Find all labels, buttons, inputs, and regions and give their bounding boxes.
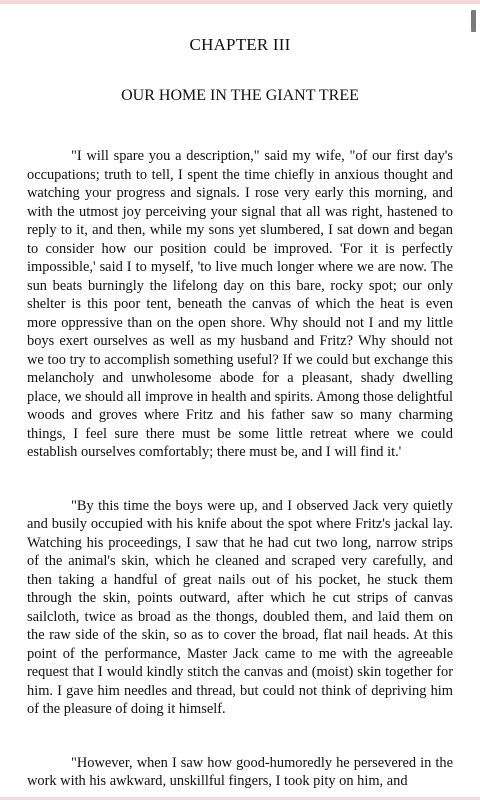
top-edge-divider (0, 0, 480, 4)
paragraph: "However, when I saw how good-humoredly he persevered in the work with his awkward, unskillful fingers, I took pity on him, and (27, 754, 453, 789)
chapter-heading: CHAPTER III (189, 35, 291, 54)
chapter-title: OUR HOME IN THE GIANT TREE (121, 87, 359, 104)
paragraph: "I will spare you a description," said my wife, "of our first day's occupations; truth to tell, I spent the time chiefly in anxious thought and watching your progress and signals. I rose very early this morning, and with the utmost joy perceiving your signal that all was right, hastened to reply to it, and then, while my sons yet slumbered, I sat down and began to consider how our position could be improved. 'For it is perfectly impossible,' said I to myself, 'to live much longer where we are now. The sun beats burningly the lifelong day on this bare, rocky spot; our only shelter is this poor tent, beneath the canvas of which the heat is even more oppressive than on the open shore. Why should not I and my little boys exert ourselves as well as my husband and Fritz? Why should not we too try to accomplish something useful? If we could but exchange this melancholy and unwholesome abode for a pleasant, shady dwelling place, we should all improve in health and spirits. Among those delightful woods and groves where Fritz and his father saw so many charming things, I feel sure there must be some little retreat where we could establish ourselves comfortably; there must be, and I will find it.' (27, 148, 453, 460)
scrollbar-thumb[interactable] (471, 10, 476, 32)
chapter-body (27, 147, 453, 800)
paragraph: "By this time the boys were up, and I observed Jack very quietly and busily occupied with his knife about the spot where Fritz's jackal lay. Watching his proceedings, I saw that he had cut two long, narrow strips of the animal's skin, which he cleaned and scraped very carefully, and then taking a handful of great nails out of his pocket, he stuck them through the skin, points outward, after which he cut strips of canvas sailcloth, twice as broad as the thongs, doubled them, and laid them on the raw side of the skin, so as to cover the broad, flat nail heads. At this point of the performance, Master Jack came to me with the agreeable request that I would kindly stitch the canvas and (moist) skin together for him. I gave him needles and thread, but could not think of depriving him of the pleasure of doing it himself. (27, 497, 453, 717)
